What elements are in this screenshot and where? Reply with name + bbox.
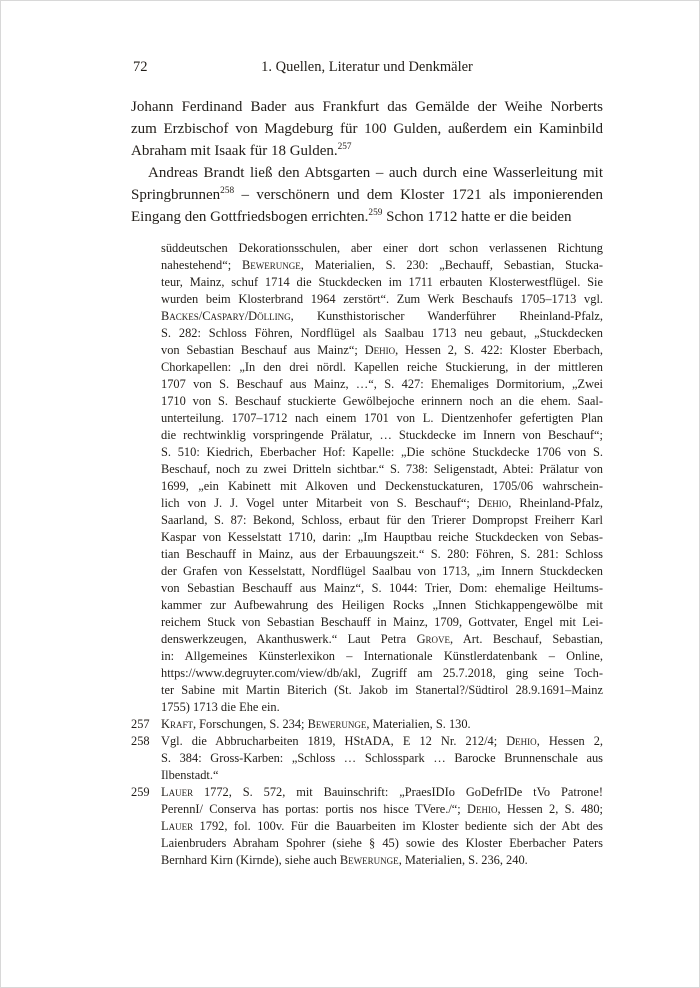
text-line: Eingang den Gottfriedsbogen errichten.$^{259}$ Schon 1712 hatte er die beiden (131, 208, 572, 225)
text-line: Chorkapellen: „In den drei nördl. Kapellen reiche Stuckierung, in der mittleren (161, 360, 603, 374)
text-line: denswerkzeugen, Akanthuswerk.“ Laut Petra Grove, Art. Beschauf, Sebastian, (161, 632, 603, 646)
text-line: zum Erzbischof von Magdeburg für 100 Gulden, außerdem ein Kaminbild (131, 121, 603, 137)
text-column (131, 59, 603, 869)
text-line: 1699, „ein Kabinett mit Alkoven und Deckenstuckaturen, 1705/06 wahrschein- (161, 479, 603, 493)
footnote-text (161, 716, 603, 733)
footnotes-section (131, 240, 603, 869)
footnote-number: 257 (131, 717, 150, 731)
text-line: Johann Ferdinand Bader aus Frankfurt das Gemälde der Weihe Norberts (131, 99, 603, 115)
text-line: süddeutschen Dekorationsschulen, aber einer dort schon verlassenen Richtung (161, 241, 603, 255)
text-line: ter Sabine mit Martin Biterich (St. Jakob im Stanertal?/Südtirol 28.9.1691–Mainz (161, 683, 603, 697)
text-line: 1710 von S. Beschauf stuckierte Gewölbejoche erinnern noch an die ehem. Saal- (161, 394, 603, 408)
paragraph (131, 162, 603, 228)
text-line: https://www.degruyter.com/view/db/akl, Zugriff am 25.7.2018, ging seine Toch- (161, 666, 603, 680)
text-line: Saarland, S. 87: Bekond, Schloss, erbaut für den Trierer Dompropst Freiherr Karl (161, 513, 603, 527)
text-line: Abraham mit Isaak für 18 Gulden.$^{257}$ (131, 142, 352, 159)
text-line: Lauer 1772, S. 572, mit Bauinschrift: „PraesIDIo GoDefrIDe tVo Patrone! (161, 785, 603, 799)
running-header: 1. Quellen, Literatur und Denkmäler (261, 59, 473, 75)
main-text (131, 96, 603, 228)
text-line: Kraft, Forschungen, S. 234; Bewerunge, Materialien, S. 130. (161, 717, 471, 731)
footnote-text (161, 784, 603, 869)
page-header (131, 59, 603, 79)
text-line: Ilbenstadt.“ (161, 768, 219, 782)
text-line: S. 384: Gross-Karben: „Schloss … Schlosspark … Barocke Brunnenschale aus (161, 751, 603, 765)
text-line: die rechtwinklig vorspringende Prälatur, … Stuckdecke im Innern von Beschauf“; (161, 428, 603, 442)
text-line: Kaspar von Kesselstatt 1710, darin: „Im Hauptbau reiche Stuckdecken von Sebas- (161, 530, 603, 544)
text-line: Vgl. die Abbrucharbeiten 1819, HStADA, E 12 Nr. 212/4; Dehio, Hessen 2, (161, 734, 604, 748)
text-line: 1755) 1713 die Ehe ein. (161, 700, 280, 714)
text-line: S. 282: Schloss Föhren, Nordflügel als Saalbau 1713 neu gebaut, „Stuckdecken (161, 326, 603, 340)
text-line: nahestehend“; Bewerunge, Materialien, S. 230: „Bechauff, Sebastian, Stucka- (161, 258, 603, 272)
text-line: Springbrunnen$^{258}$ – verschönern und dem Kloster 1721 als imponierenden (131, 186, 603, 203)
text-line: Lauer 1792, fol. 100v. Für die Bauarbeiten im Kloster bediente sich der Abt des (161, 819, 603, 833)
text-line: von Sebastian Beschauff aus Mainz“, S. 1044: Trier, Dom: ehemalige Heiltums- (161, 581, 603, 595)
page-number: 72 (133, 59, 148, 75)
text-line: in: Allgemeines Künsterlexikon – Internationale Künstlerdatenbank – Online, (161, 649, 603, 663)
footnote-marker: 257 (337, 142, 352, 152)
text-line: lich von J. J. Vogel unter Mitarbeit von S. Beschauf“; Dehio, Rheinland-Pfalz, (161, 496, 603, 510)
footnote-number: 258 (131, 734, 150, 748)
paragraph (131, 96, 603, 162)
text-line: der Grafen von Kesselstatt, Nordflügel Saalbau von 1713, „im Innern Stuckdecken (161, 564, 603, 578)
footnote-item (131, 784, 603, 869)
text-line: Beschauf, noch zu zwei Dritteln sichtbar.“ S. 738: Seligenstadt, Abtei: Prälatur von (161, 462, 603, 476)
footnote-items (131, 716, 603, 869)
text-line: Andreas Brandt ließ den Abtsgarten – auch durch eine Wasserleitung mit (148, 165, 603, 181)
footnote-marker: 259 (368, 208, 383, 218)
text-line: kammer zur Aufbewahrung des Heiligen Rocks „Innen Stichkappengewölbe mit (161, 598, 603, 612)
text-line: PerennI/ Conserva has portas: portis nos hisce TVere./“; Dehio, Hessen 2, S. 480; (161, 802, 603, 816)
footnote-number: 259 (131, 785, 150, 799)
footnote-text (161, 733, 603, 784)
text-line: Backes/Caspary/Dölling, Kunsthistorischer Wanderführer Rheinland-Pfalz, (161, 309, 603, 323)
text-line: tian Beschauff in Mainz, aus der Erbauungszeit.“ S. 280: Föhren, S. 281: Schloss (161, 547, 603, 561)
footnote-continuation (161, 240, 603, 716)
footnote-item (131, 733, 603, 784)
text-line: 1707 von S. Beschauf aus Mainz, …“, S. 427: Ehemaliges Dormitorium, „Zwei (161, 377, 603, 391)
text-line: wurden beim Klosterbrand 1964 zerstört“. Zum Werk Beschaufs 1705–1713 vgl. (161, 292, 603, 306)
text-line: teur, Mainz, schuf 1714 die Stuckdecken im 1711 erbauten Klosterwestflügel. Sie (161, 275, 603, 289)
text-line: von Sebastian Beschauf aus Mainz“; Dehio, Hessen 2, S. 422: Kloster Eberbach, (161, 343, 603, 357)
text-line: reichem Stuck von Sebastian Beschauff in Mainz, 1709, Gottvater, Engel mit Lei- (161, 615, 603, 629)
text-line: Bernhard Kirn (Kirnde), siehe auch Bewerunge, Materialien, S. 236, 240. (161, 853, 528, 867)
text-line: S. 510: Kiedrich, Eberbacher Hof: Kapelle: „Die schöne Stuckdecke 1706 von S. (161, 445, 603, 459)
footnote-item (131, 716, 603, 733)
text-line: unterteilung. 1707–1712 nach einem 1701 von L. Dientzenhofer gefertigten Plan (161, 411, 603, 425)
text-line: Laienbruders Abraham Spohrer (siehe § 45) sowie des Kloster Eberbacher Paters (161, 836, 603, 850)
footnote-marker: 258 (220, 186, 235, 196)
